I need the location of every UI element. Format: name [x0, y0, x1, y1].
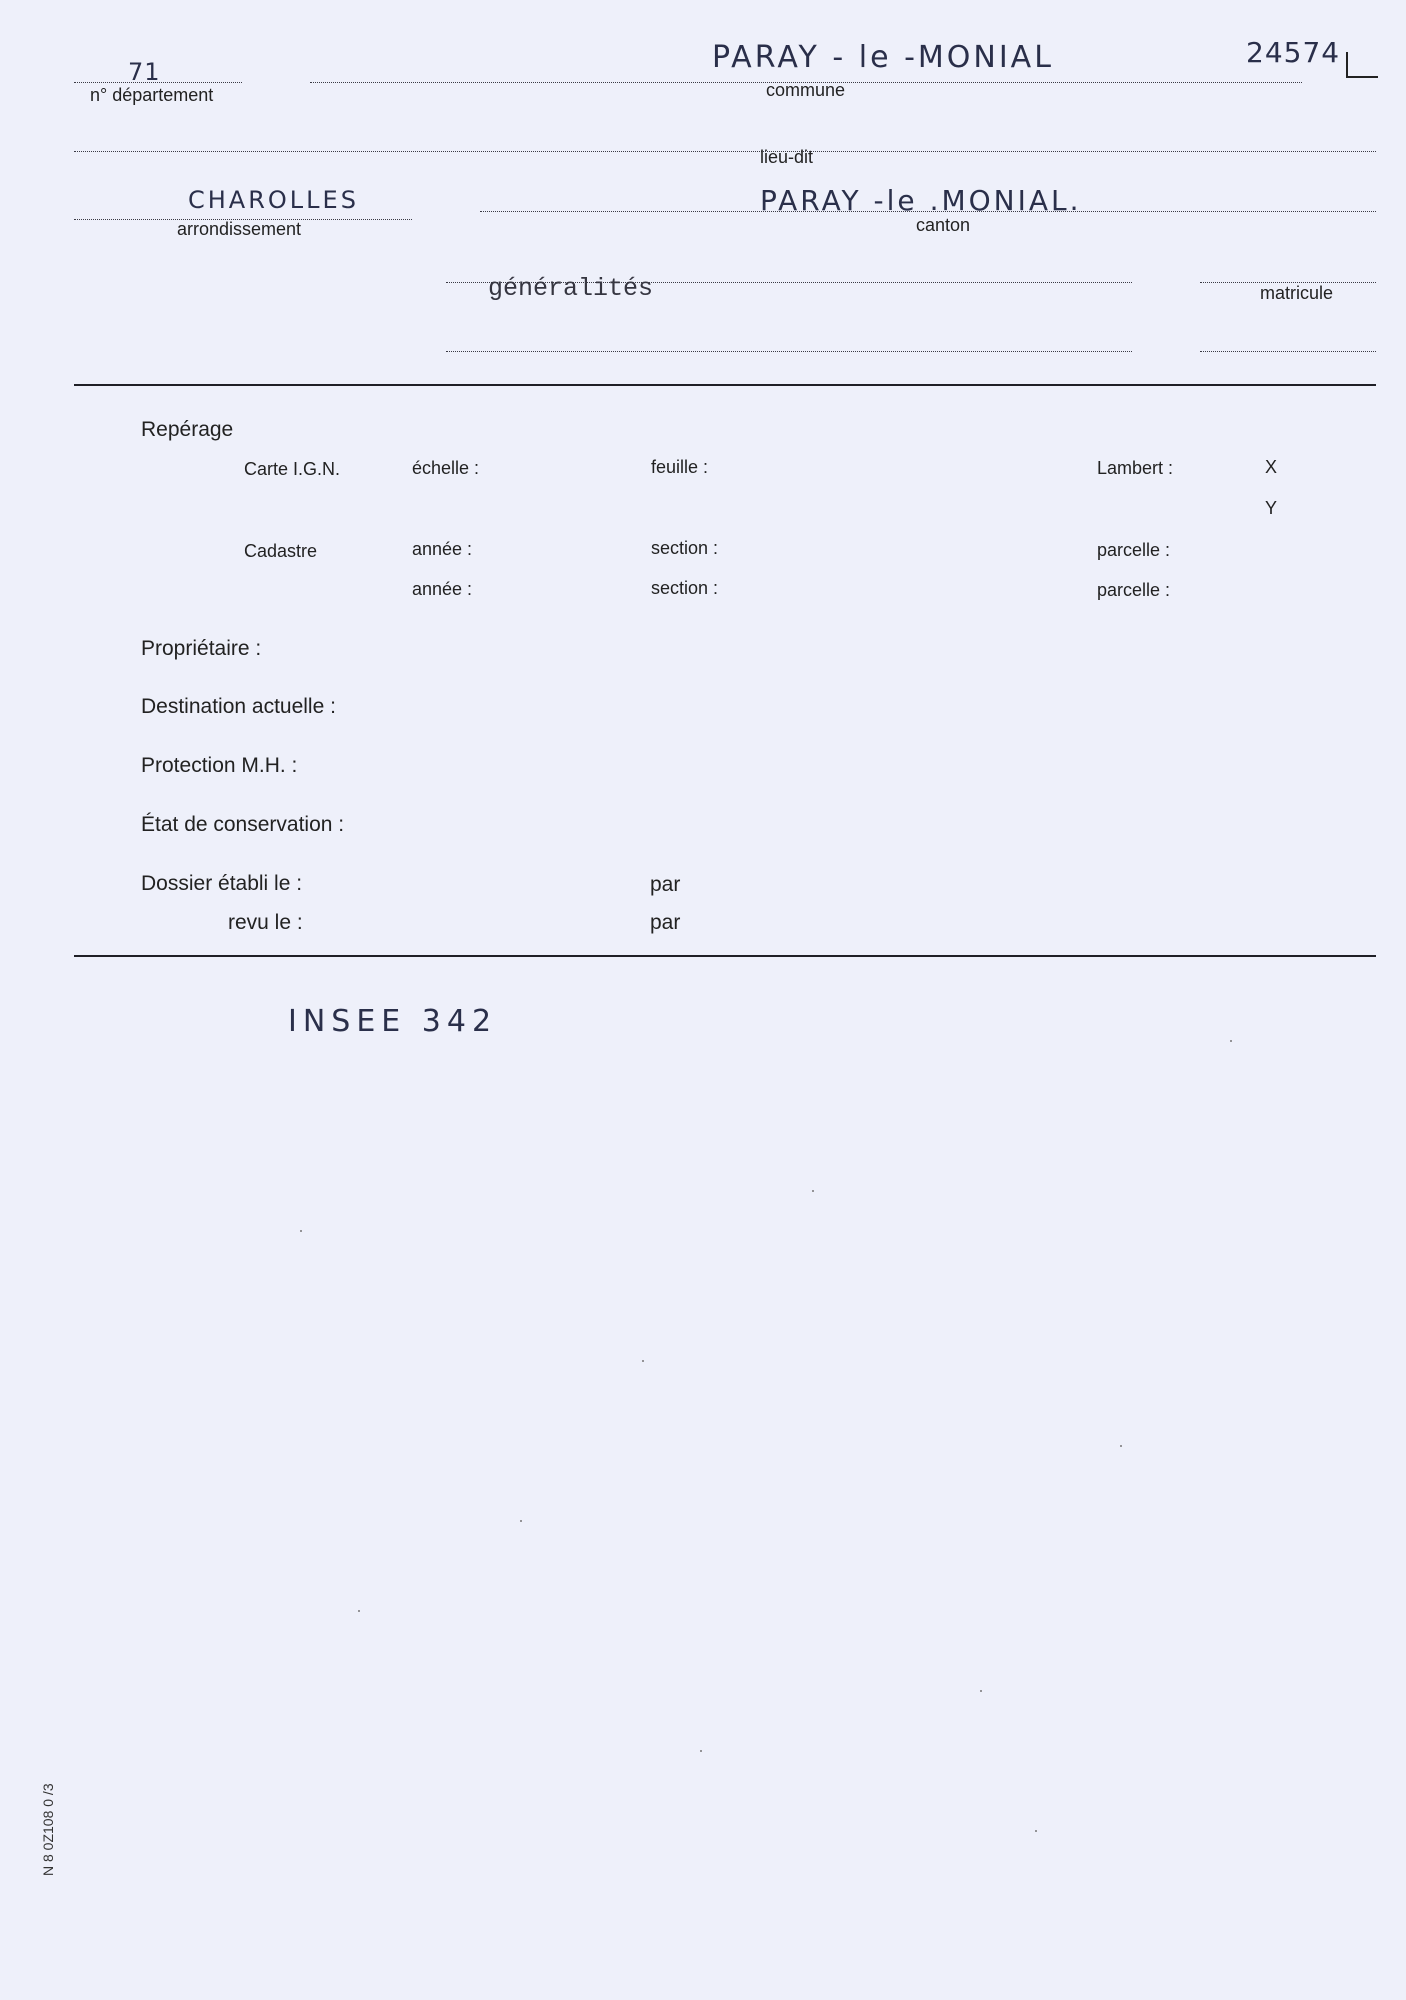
departement-label: n° département	[90, 85, 214, 105]
revu-le-label: revu le :	[228, 911, 303, 934]
insee-note: INSEE 342	[288, 1004, 498, 1039]
echelle-label: échelle :	[412, 458, 480, 478]
lambert-label: Lambert :	[1097, 458, 1174, 478]
annee-label-1: année :	[412, 539, 473, 559]
margin-print-code: N 8 0Z108 0 /3	[40, 1783, 56, 1876]
proprietaire-label: Propriétaire :	[141, 637, 262, 660]
x-label: X	[1265, 457, 1278, 477]
matricule-label: matricule	[1260, 283, 1334, 303]
departement-value: 71	[128, 58, 161, 86]
reperage-title: Repérage	[141, 418, 234, 441]
corner-mark	[1346, 52, 1378, 78]
parcelle-label-2: parcelle :	[1097, 580, 1171, 600]
carte-ign-label: Carte I.G.N.	[244, 459, 341, 479]
commune-label: commune	[766, 80, 846, 100]
parcelle-label-1: parcelle :	[1097, 540, 1171, 560]
bottom-section-rule	[74, 955, 1376, 957]
destination-label: Destination actuelle :	[141, 695, 336, 718]
feuille-label: feuille :	[651, 457, 709, 477]
generalites-line-1	[446, 282, 1132, 283]
section-label-1: section :	[651, 538, 719, 558]
par-label-2: par	[650, 911, 681, 934]
top-section-rule	[74, 384, 1376, 386]
cadastre-label: Cadastre	[244, 541, 318, 561]
generalites-line-2	[446, 351, 1132, 352]
etat-label: État de conservation :	[141, 813, 345, 836]
departement-line	[74, 82, 242, 83]
section-label-2: section :	[651, 578, 719, 598]
arrondissement-label: arrondissement	[177, 219, 302, 239]
commune-value: PARAY - le -MONIAL	[712, 40, 1054, 75]
y-label: Y	[1265, 498, 1278, 518]
protection-label: Protection M.H. :	[141, 754, 298, 777]
canton-label: canton	[916, 215, 971, 235]
reference-number: 24574	[1246, 36, 1341, 69]
dossier-etabli-label: Dossier établi le :	[141, 872, 303, 895]
par-label-1: par	[650, 873, 681, 896]
annee-label-2: année :	[412, 579, 473, 599]
canton-value: PARAY -le .MONIAL.	[760, 184, 1082, 217]
lieu-dit-line	[74, 151, 1376, 152]
matricule-line-2	[1200, 351, 1376, 352]
generalites-typed: généralités	[488, 274, 654, 303]
lieu-dit-label: lieu-dit	[760, 147, 814, 167]
canton-line	[480, 211, 1376, 212]
arrondissement-value: CHAROLLES	[188, 186, 359, 214]
